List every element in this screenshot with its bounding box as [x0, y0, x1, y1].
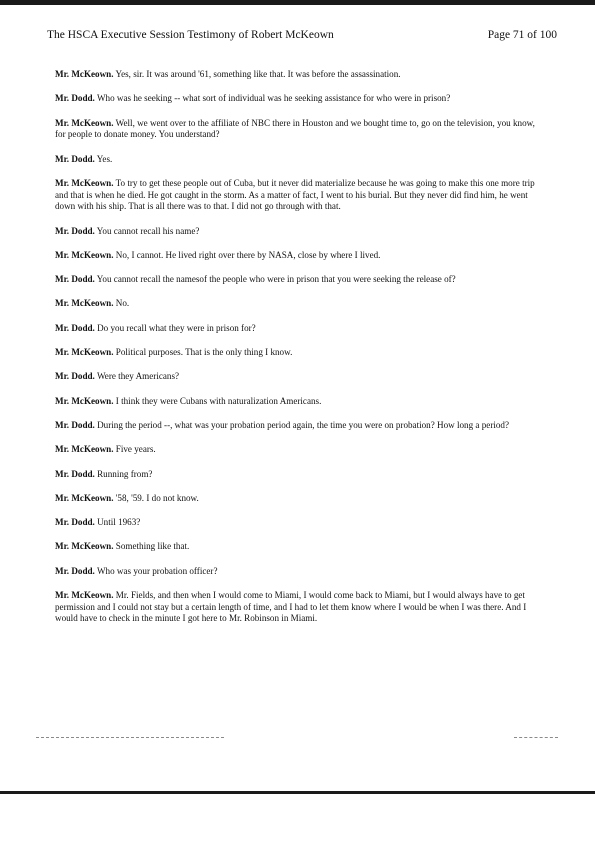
- speaker-name: Mr. Dodd.: [55, 225, 95, 236]
- transcript-paragraph: [55, 118, 545, 141]
- speaker-name: Mr. McKeown.: [55, 347, 114, 358]
- scan-artifact-line: [514, 737, 558, 744]
- speech-text: To try to get these people out of Cuba, but it never did materialize because he was going to make this one more trip and that is when he died. He got caught in the storm. As a matter of fact, I went to his burial. But they never did find him, he went down with his ship. That is all there was to that. I did not go through with that.: [55, 177, 535, 212]
- speaker-name: Mr. Dodd.: [55, 565, 95, 576]
- speaker-name: Mr. Dodd.: [55, 274, 95, 285]
- page-number: Page 71 of 100: [487, 29, 557, 41]
- transcript-paragraph: [55, 541, 545, 553]
- speaker-name: Mr. McKeown.: [55, 444, 114, 455]
- transcript-body: [55, 69, 545, 638]
- speaker-name: Mr. Dodd.: [55, 419, 95, 430]
- speaker-name: Mr. McKeown.: [55, 117, 114, 128]
- speaker-name: Mr. McKeown.: [55, 177, 114, 188]
- speaker-name: Mr. Dodd.: [55, 153, 95, 164]
- transcript-paragraph: [55, 274, 545, 286]
- speech-text: Were they Americans?: [94, 371, 180, 382]
- speech-text: Well, we went over to the affiliate of NBC there in Houston and we bought time to, go on the television, you know, for people to donate money. You understand?: [55, 117, 535, 140]
- transcript-paragraph: [55, 323, 545, 335]
- transcript-paragraph: [55, 371, 545, 383]
- bottom-rule: [0, 791, 595, 794]
- transcript-paragraph: [55, 178, 545, 213]
- scan-artifact-line: [36, 737, 224, 744]
- speech-text: Something like that.: [113, 541, 190, 552]
- speech-text: You cannot recall the namesof the people who were in prison that you were seeking the release of?: [94, 274, 456, 285]
- speaker-name: Mr. Dodd.: [55, 322, 95, 333]
- transcript-paragraph: [55, 590, 545, 625]
- speaker-name: Mr. McKeown.: [55, 541, 114, 552]
- transcript-paragraph: [55, 154, 545, 166]
- speaker-name: Mr. Dodd.: [55, 468, 95, 479]
- transcript-paragraph: [55, 493, 545, 505]
- transcript-paragraph: [55, 517, 545, 529]
- speaker-name: Mr. McKeown.: [55, 298, 114, 309]
- speech-text: Political purposes. That is the only thing I know.: [113, 347, 293, 358]
- speech-text: During the period --, what was your probation period again, the time you were on probation? How long a period?: [94, 419, 510, 430]
- speech-text: Mr. Fields, and then when I would come to Miami, I would come back to Miami, but I would always have to get permission and I could not stay but a certain length of time, and I had to let them know where I would be when I was there. And I would have to check in the minute I got here to Mr. Robinson in Miami.: [55, 590, 527, 624]
- transcript-paragraph: [55, 93, 545, 105]
- speaker-name: Mr. McKeown.: [55, 492, 114, 503]
- speech-text: No.: [113, 298, 130, 309]
- speech-text: Yes.: [94, 153, 113, 164]
- page-header: [47, 27, 557, 43]
- speaker-name: Mr. McKeown.: [55, 590, 114, 601]
- transcript-paragraph: [55, 69, 545, 81]
- transcript-paragraph: [55, 347, 545, 359]
- transcript-paragraph: [55, 444, 545, 456]
- speaker-name: Mr. Dodd.: [55, 371, 95, 382]
- speaker-name: Mr. McKeown.: [55, 69, 114, 79]
- speech-text: Five years.: [113, 444, 156, 455]
- speech-text: Do you recall what they were in prison for?: [94, 322, 256, 333]
- speaker-name: Mr. McKeown.: [55, 395, 114, 406]
- speaker-name: Mr. Dodd.: [55, 517, 95, 528]
- transcript-paragraph: [55, 298, 545, 310]
- top-rule: [0, 0, 595, 5]
- speech-text: Yes, sir. It was around '61, something like that. It was before the assassination.: [113, 69, 401, 79]
- speech-text: '58, '59. I do not know.: [113, 492, 199, 503]
- transcript-paragraph: [55, 250, 545, 262]
- transcript-paragraph: [55, 469, 545, 481]
- transcript-paragraph: [55, 566, 545, 578]
- speech-text: Who was he seeking -- what sort of individual was he seeking assistance for who were in prison?: [94, 93, 451, 104]
- speaker-name: Mr. Dodd.: [55, 93, 95, 104]
- transcript-paragraph: [55, 226, 545, 238]
- speech-text: Running from?: [94, 468, 153, 479]
- transcript-paragraph: [55, 396, 545, 408]
- document-title: The HSCA Executive Session Testimony of Robert McKeown: [47, 29, 334, 41]
- speech-text: Who was your probation officer?: [94, 565, 218, 576]
- speech-text: No, I cannot. He lived right over there by NASA, close by where I lived.: [113, 249, 381, 260]
- transcript-paragraph: [55, 420, 545, 432]
- speaker-name: Mr. McKeown.: [55, 249, 114, 260]
- speech-text: Until 1963?: [94, 517, 141, 528]
- speech-text: You cannot recall his name?: [94, 225, 200, 236]
- speech-text: I think they were Cubans with naturalization Americans.: [113, 395, 322, 406]
